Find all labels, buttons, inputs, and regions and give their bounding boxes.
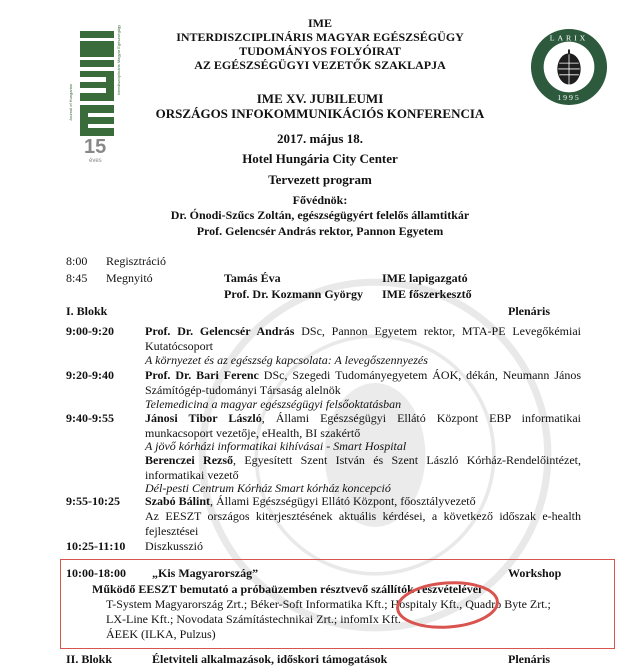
conference-title-1: IME XV. JUBILEUMI (256, 91, 384, 106)
svg-text:Interdiszciplináris Magyar Egé: Interdiszciplináris Magyar Egészségügy (116, 25, 121, 95)
workshop-title: „Kis Magyarország” (152, 566, 259, 580)
speaker-name: Szabó Bálint (145, 494, 211, 508)
talk-description (145, 368, 581, 398)
patrons-label: Fővédnök: (292, 193, 348, 207)
speaker-affiliation: DSc, Szegedi Tudományegyetem ÁOK, dékán, Neumann János Számítógép-tudományi Társaság alelnök (145, 368, 581, 397)
workshop-type: Workshop (508, 566, 562, 580)
workshop-subtitle: Működő EESZT bemutató a próbaüzemben résztvevő szállítók részvételével (92, 582, 482, 596)
journal-title-line: INTERDISZCIPLINÁRIS MAGYAR EGÉSZSÉGÜGY (176, 30, 464, 44)
patron-2: Prof. Gelencsér András rektor, Pannon Egyetem (196, 224, 444, 238)
svg-text:Journal of Hungarian: Journal of Hungarian (68, 83, 73, 121)
schedule-time: 10:25-11:10 (66, 539, 126, 553)
talk-description (145, 453, 581, 483)
journal-tagline: AZ EGÉSZSÉGÜGYI VEZETŐK SZAKLAPJA (194, 58, 446, 72)
workshop-participants-2: LX-Line Kft.; Novodata Számítástechnikai Zrt.; infomIx Kft. (106, 612, 401, 626)
journal-subtitle-line: TUDOMÁNYOS FOLYÓIRAT (239, 44, 401, 58)
block-subtitle: Életviteli alkalmazások, időskori támogatások (152, 652, 388, 666)
workshop-participants-3: ÁEEK (ILKA, Pulzus) (106, 627, 216, 641)
schedule-time: 9:00-9:20 (66, 324, 114, 338)
speaker-affiliation: , Állami Egészségügyi Ellátó Központ EBP informatikai munkacsoport vezetője, eHealth, BI szakértő (145, 411, 581, 440)
conference-date: 2017. május 18. (277, 131, 363, 146)
talk-topic: Dél-pesti Centrum Kórház Smart kórház koncepció (145, 481, 391, 495)
block-title: II. Blokk (66, 652, 113, 666)
discussion-label: Diszkusszió (145, 539, 203, 553)
workshop-participants-1: T-System Magyarország Zrt.; Béker-Soft Informatika Kft.; Hospitaly Kft., Quadro Byte Zrt.; (106, 597, 551, 611)
program-label: Tervezett program (268, 172, 372, 187)
block-title: I. Blokk (66, 304, 108, 318)
svg-text:éves: éves (89, 158, 102, 164)
svg-text:15: 15 (84, 136, 107, 158)
talk-description (145, 494, 581, 509)
opening-speaker: Prof. Dr. Kozmann György (224, 287, 363, 301)
patron-1: Dr. Ónodi-Szűcs Zoltán, egészségügyért felelős államtitkár (170, 208, 470, 222)
svg-text:1995: 1995 (557, 93, 581, 103)
schedule-time: 8:45 (66, 271, 88, 285)
svg-text:LARIX: LARIX (549, 33, 589, 43)
conference-venue: Hotel Hungária City Center (242, 151, 398, 166)
highlight-ellipse-annotation (395, 580, 500, 630)
speaker-affiliation: , Állami Egészségügyi Ellátó Központ, főosztályvezető (210, 494, 476, 508)
block-type: Plenáris (508, 304, 550, 318)
talk-topic: A jövő kórházi informatikai kihívásai - Smart Hospital (145, 439, 407, 453)
speaker-name: Jánosi Tibor László (145, 411, 262, 425)
talk-topic: A környezet és az egészség kapcsolata: A levegőszennyezés (145, 353, 428, 367)
speaker-affiliation: DSc, Pannon Egyetem rektor, MTA-PE Levegőkémiai Kutatócsoport (145, 324, 581, 353)
talk-topic: Telemedicina a magyar egészségügyi felsőoktatásban (145, 397, 402, 411)
schedule-time: 9:20-9:40 (66, 368, 114, 382)
schedule-label: Regisztráció (106, 254, 166, 268)
larix-logo (530, 28, 608, 106)
talk-topic-plain: Az EESZT országos kiterjesztésének aktuális kérdései, a következő időszak e-health fejlesztései (145, 509, 581, 538)
talk-description (145, 324, 581, 354)
speaker-name: Prof. Dr. Bari Ferenc (145, 368, 259, 382)
speaker-name: Berenczei Rezső (145, 453, 234, 467)
opening-speaker: Tamás Éva (224, 271, 281, 285)
conference-title-2: ORSZÁGOS INFOKOMMUNIKÁCIÓS KONFERENCIA (155, 106, 485, 121)
speaker-name: Prof. Dr. Gelencsér András (145, 324, 295, 338)
talk-description (145, 411, 581, 441)
schedule-time: 10:00-18:00 (66, 566, 126, 580)
schedule-time: 8:00 (66, 254, 88, 268)
opening-role: IME lapigazgató (382, 271, 468, 285)
schedule-time: 9:55-10:25 (66, 494, 120, 508)
schedule-time: 9:40-9:55 (66, 411, 114, 425)
schedule-label: Megnyitó (106, 271, 153, 285)
block-type: Plenáris (508, 652, 550, 666)
opening-role: IME főszerkesztő (382, 287, 472, 301)
speaker-affiliation: , Egyesített Szent István és Szent László Kórház-Rendelőintézet, informatikai vezető (145, 453, 581, 482)
journal-abbrev: IME (308, 16, 332, 30)
